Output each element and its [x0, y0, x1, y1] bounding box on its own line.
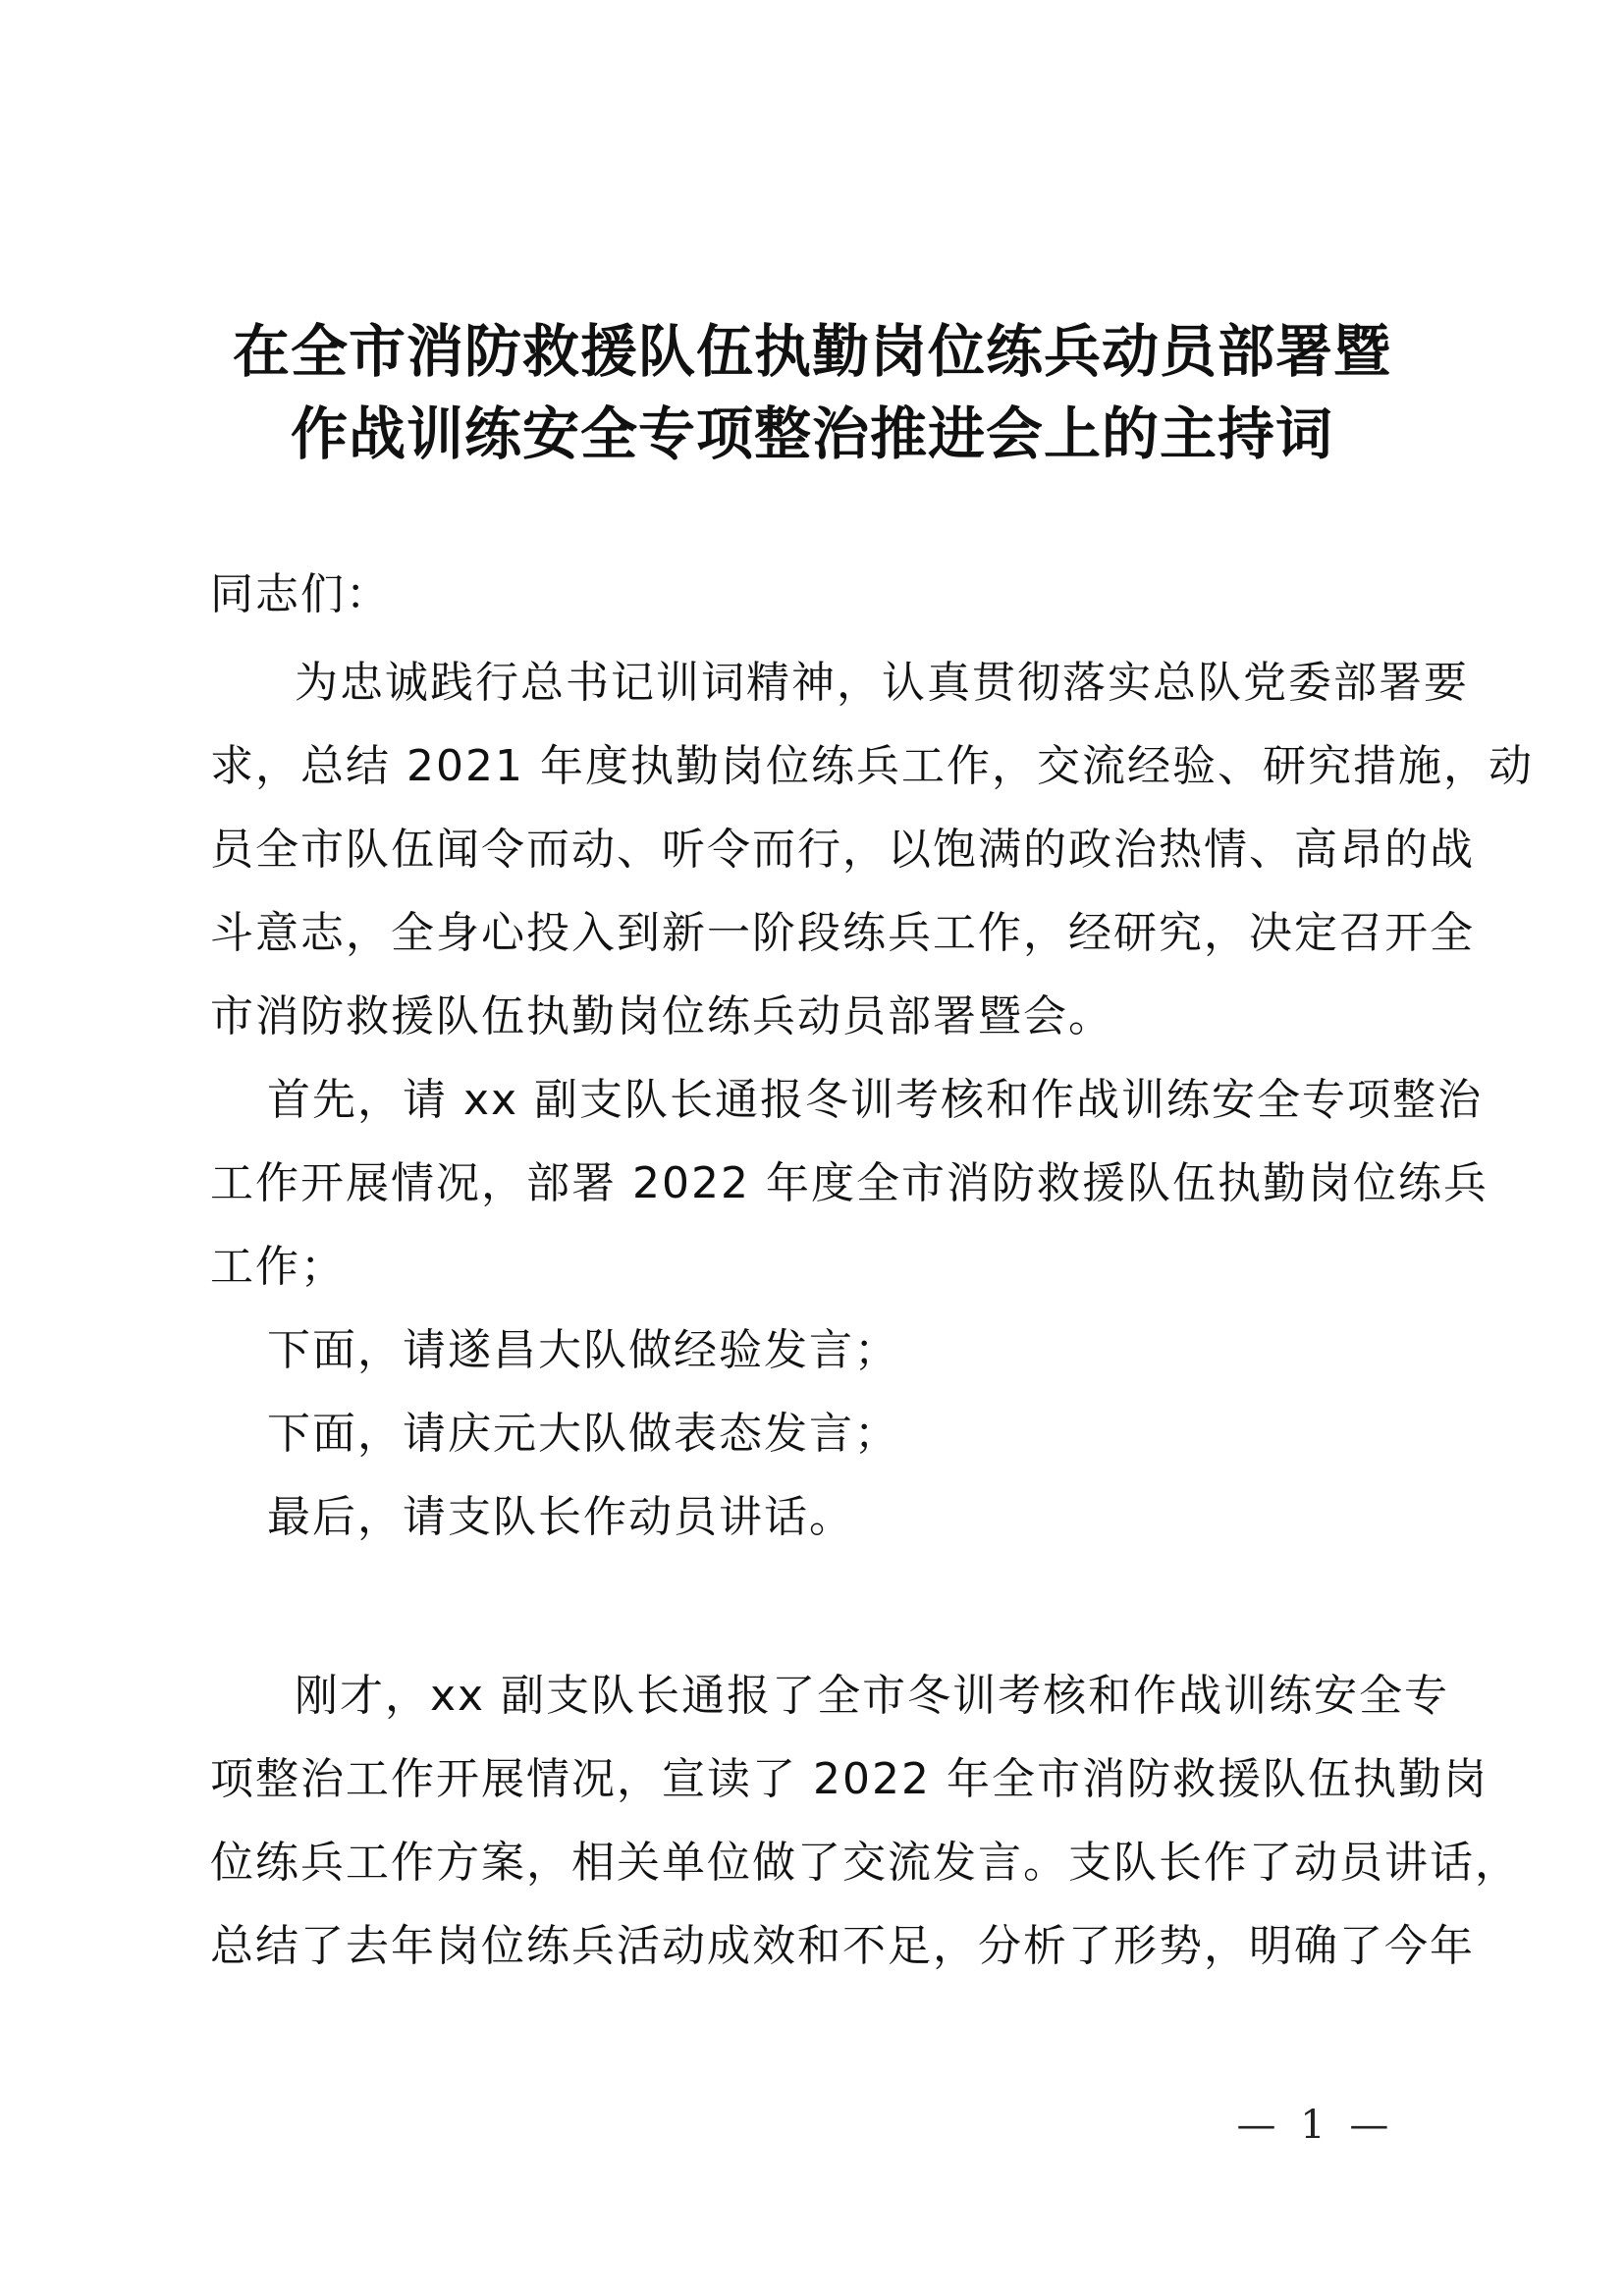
agenda-line-2: 工作开展情况，部署 2022 年度全市消防救援队伍执勤岗位练兵	[210, 1158, 1489, 1208]
agenda-line-5: 下面，请庆元大队做表态发言；	[267, 1409, 899, 1459]
body-line-2: 求，总结 2021 年度执勤岗位练兵工作，交流经验、研究措施，动	[210, 741, 1534, 791]
body-line-1: 为忠诚践行总书记训词精神，认真贯彻落实总队党委部署要	[295, 658, 1469, 708]
closing-line-4: 总结了去年岗位练兵活动成效和不足，分析了形势，明确了今年	[210, 1921, 1475, 1971]
closing-line-1: 刚才，xx 副支队长通报了全市冬训考核和作战训练安全专	[295, 1671, 1450, 1721]
page-number: — 1 —	[1236, 2103, 1395, 2148]
body-line-5: 市消防救援队伍执勤岗位练兵动员部署暨会。	[210, 991, 1113, 1041]
agenda-line-3: 工作；	[210, 1242, 346, 1292]
document-title-line-2: 作战训练安全专项整治推进会上的主持词	[290, 400, 1333, 467]
body-line-3: 员全市队伍闻令而动、听令而行，以饱满的政治热情、高昂的战	[210, 825, 1475, 875]
salutation: 同志们：	[210, 569, 391, 619]
closing-line-2: 项整治工作开展情况，宣读了 2022 年全市消防救援队伍执勤岗	[210, 1754, 1489, 1804]
body-line-4: 斗意志，全身心投入到新一阶段练兵工作，经研究，决定召开全	[210, 908, 1475, 958]
document-title-line-1: 在全市消防救援队伍执勤岗位练兵动员部署暨	[232, 318, 1391, 385]
agenda-line-1: 首先，请 xx 副支队长通报冬训考核和作战训练安全专项整治	[267, 1075, 1484, 1125]
agenda-line-4: 下面，请遂昌大队做经验发言；	[267, 1325, 899, 1375]
closing-line-3: 位练兵工作方案，相关单位做了交流发言。支队长作了动员讲话，	[210, 1838, 1520, 1888]
agenda-line-6: 最后，请支队长作动员讲话。	[267, 1492, 854, 1542]
